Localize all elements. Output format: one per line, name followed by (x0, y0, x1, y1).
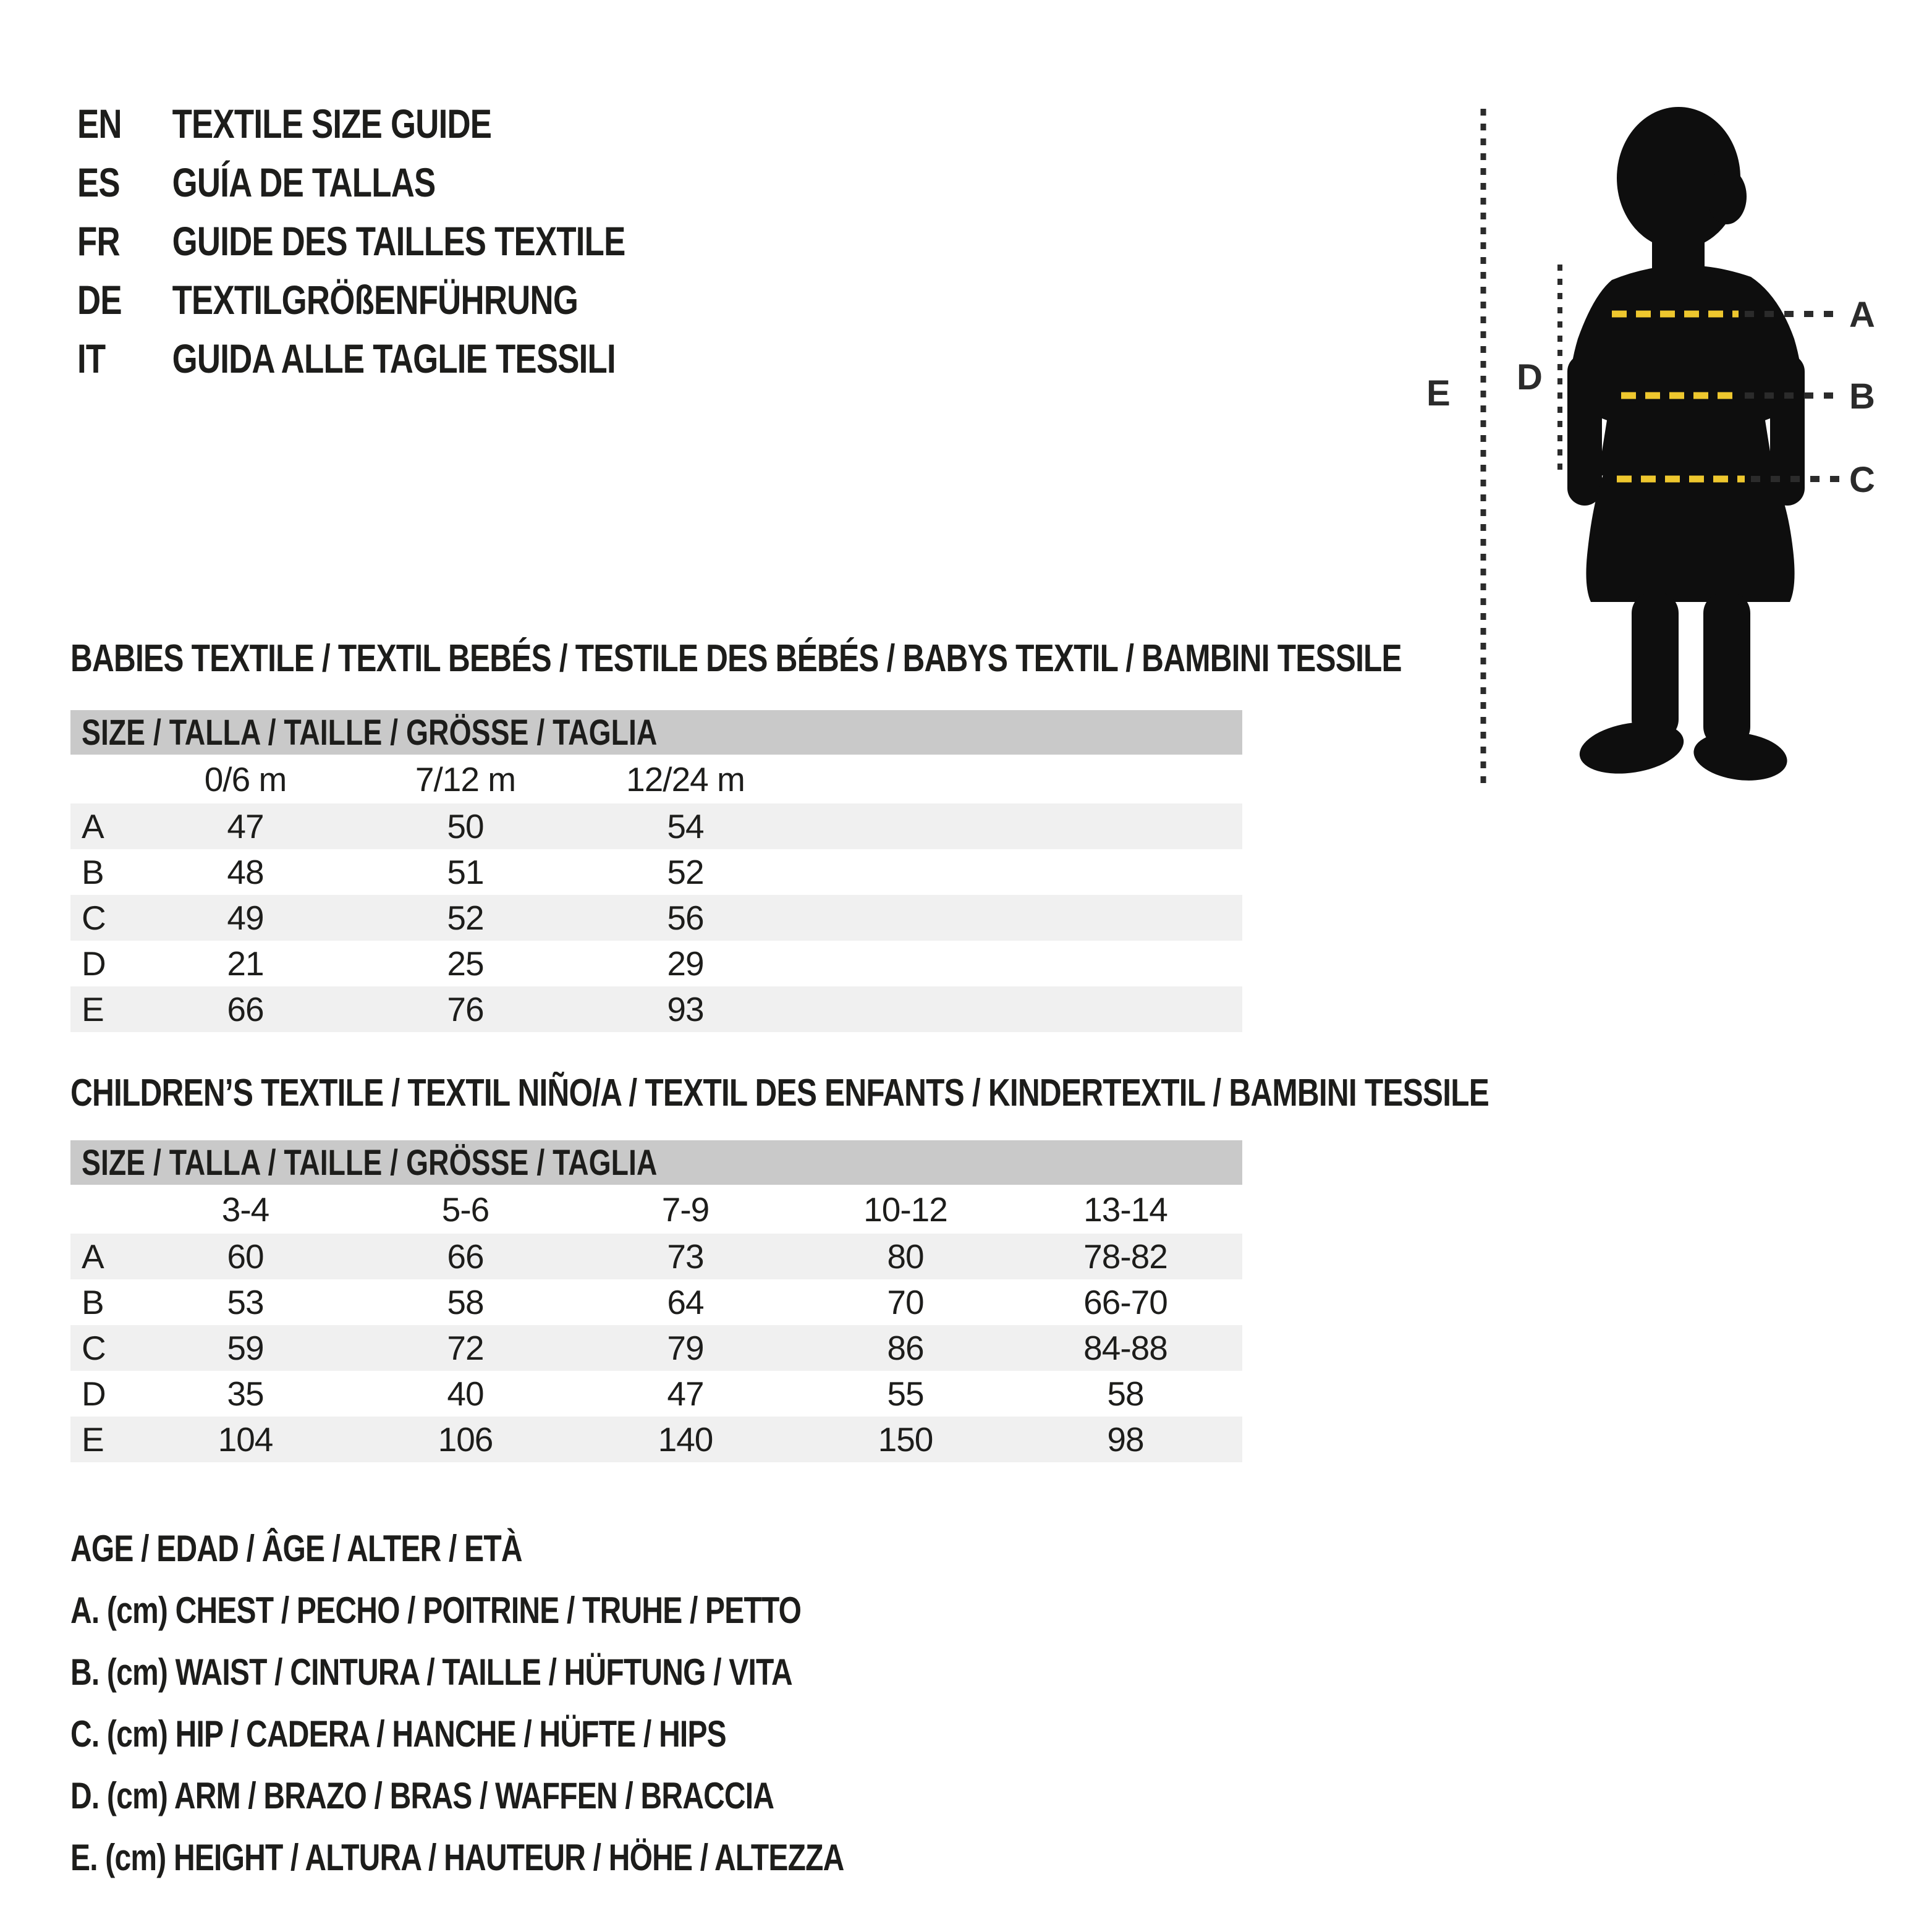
legend-line-chest: A. (cm) CHEST / PECHO / POITRINE / TRUHE / PETTO (70, 1589, 802, 1631)
size-value: 50 (447, 807, 484, 845)
language-row-it (77, 329, 762, 388)
size-value: 53 (227, 1283, 264, 1321)
language-code: IT (77, 335, 106, 381)
measurement-diagram-svg (1408, 73, 1932, 845)
language-row-en (77, 94, 762, 153)
size-value: 48 (227, 853, 264, 891)
size-value: 78-82 (1083, 1237, 1167, 1276)
legend-line-waist: B. (cm) WAIST / CINTURA / TAILLE / HÜFTUNG / VITA (70, 1651, 792, 1693)
size-value: 59 (227, 1329, 264, 1367)
language-code: EN (77, 100, 122, 146)
language-row-fr (77, 211, 762, 270)
size-value: 98 (1107, 1420, 1144, 1459)
table-row (70, 1371, 1242, 1417)
babies-column-header-row (70, 755, 1242, 803)
table-row (70, 849, 1242, 895)
table-row (70, 1325, 1242, 1371)
column-header: 3-4 (221, 1190, 269, 1229)
babies-size-table (70, 710, 1242, 1032)
size-value: 52 (447, 899, 484, 937)
size-value: 70 (887, 1283, 924, 1321)
size-value: 76 (447, 990, 484, 1028)
size-value: 64 (667, 1283, 704, 1321)
language-title: GUIDA ALLE TAGLIE TESSILI (172, 335, 616, 381)
row-label: B (82, 1283, 104, 1321)
size-value: 60 (227, 1237, 264, 1276)
children-section-title: CHILDREN’S TEXTILE / TEXTIL NIÑO/A / TEXTIL DES ENFANTS / KINDERTEXTIL / BAMBINI TESSILE (70, 1071, 1489, 1114)
babies-table-header-bar (70, 710, 1242, 755)
size-value: 47 (667, 1375, 704, 1413)
size-value: 86 (887, 1329, 924, 1367)
table-row (70, 895, 1242, 941)
size-value: 106 (438, 1420, 493, 1459)
size-value: 55 (887, 1375, 924, 1413)
language-code: DE (77, 276, 122, 323)
size-header-label: SIZE / TALLA / TAILLE / GRÖSSE / TAGLIA (82, 1142, 658, 1183)
language-title-list (77, 94, 762, 388)
column-header: 12/24 m (626, 760, 745, 799)
table-row (70, 1279, 1242, 1325)
size-value: 52 (667, 853, 704, 891)
legend-line-age: AGE / EDAD / ÂGE / ALTER / ETÀ (70, 1527, 522, 1569)
size-value: 49 (227, 899, 264, 937)
legend-line-hip: C. (cm) HIP / CADERA / HANCHE / HÜFTE / HIPS (70, 1713, 726, 1755)
language-title: TEXTILGRÖßENFÜHRUNG (172, 276, 578, 323)
legend-line-arm: D. (cm) ARM / BRAZO / BRAS / WAFFEN / BRACCIA (70, 1774, 774, 1816)
size-value: 66-70 (1083, 1283, 1167, 1321)
table-row (70, 1234, 1242, 1279)
column-header: 0/6 m (204, 760, 287, 799)
row-label: C (82, 1329, 106, 1367)
size-value: 84-88 (1083, 1329, 1167, 1367)
size-value: 72 (447, 1329, 484, 1367)
children-size-table (70, 1140, 1242, 1462)
language-row-es (77, 153, 762, 211)
row-label: E (82, 1420, 104, 1459)
size-value: 58 (1107, 1375, 1144, 1413)
row-label: D (82, 944, 106, 983)
size-value: 56 (667, 899, 704, 937)
size-value: 25 (447, 944, 484, 983)
size-value: 51 (447, 853, 484, 891)
size-value: 140 (658, 1420, 713, 1459)
size-value: 79 (667, 1329, 704, 1367)
size-value: 35 (227, 1375, 264, 1413)
size-value: 21 (227, 944, 264, 983)
row-label: A (82, 1237, 104, 1276)
size-value: 47 (227, 807, 264, 845)
height-measure-label: E (1426, 373, 1451, 413)
size-value: 66 (227, 990, 264, 1028)
size-value: 93 (667, 990, 704, 1028)
table-row (70, 803, 1242, 849)
babies-section-title: BABIES TEXTILE / TEXTIL BEBÉS / TESTILE DES BÉBÉS / BABYS TEXTIL / BAMBINI TESSILE (70, 637, 1402, 680)
size-value: 66 (447, 1237, 484, 1276)
row-label: E (82, 990, 104, 1028)
size-value: 80 (887, 1237, 924, 1276)
size-value: 40 (447, 1375, 484, 1413)
size-value: 73 (667, 1237, 704, 1276)
language-title: GUÍA DE TALLAS (172, 159, 436, 205)
size-measurement-diagram (1408, 73, 1932, 845)
row-label: A (82, 807, 104, 845)
column-header: 5-6 (441, 1190, 489, 1229)
size-value: 104 (218, 1420, 273, 1459)
column-header: 7/12 m (415, 760, 516, 799)
legend-line-height: E. (cm) HEIGHT / ALTURA / HAUTEUR / HÖHE / ALTEZZA (70, 1836, 844, 1878)
language-row-de (77, 270, 762, 329)
hip-measure-label: C (1849, 460, 1875, 500)
language-title: GUIDE DES TAILLES TEXTILE (172, 218, 625, 264)
children-table-header-bar (70, 1140, 1242, 1185)
child-silhouette-icon (1567, 107, 1805, 786)
children-column-header-row (70, 1185, 1242, 1234)
row-label: B (82, 853, 104, 891)
measurement-legend (70, 1517, 1037, 1888)
table-row (70, 941, 1242, 986)
size-header-label: SIZE / TALLA / TAILLE / GRÖSSE / TAGLIA (82, 712, 658, 753)
chest-measure-label: A (1849, 295, 1875, 335)
row-label: C (82, 899, 106, 937)
column-header: 10-12 (863, 1190, 947, 1229)
table-row (70, 986, 1242, 1032)
column-header: 13-14 (1083, 1190, 1167, 1229)
language-code: FR (77, 218, 120, 264)
row-label: D (82, 1375, 106, 1413)
size-value: 150 (878, 1420, 933, 1459)
language-title: TEXTILE SIZE GUIDE (172, 100, 492, 146)
size-value: 54 (667, 807, 704, 845)
size-value: 29 (667, 944, 704, 983)
language-code: ES (77, 159, 120, 205)
table-row (70, 1417, 1242, 1462)
size-value: 58 (447, 1283, 484, 1321)
arm-measure-label: D (1517, 357, 1543, 397)
column-header: 7-9 (661, 1190, 710, 1229)
waist-measure-label: B (1849, 376, 1875, 417)
